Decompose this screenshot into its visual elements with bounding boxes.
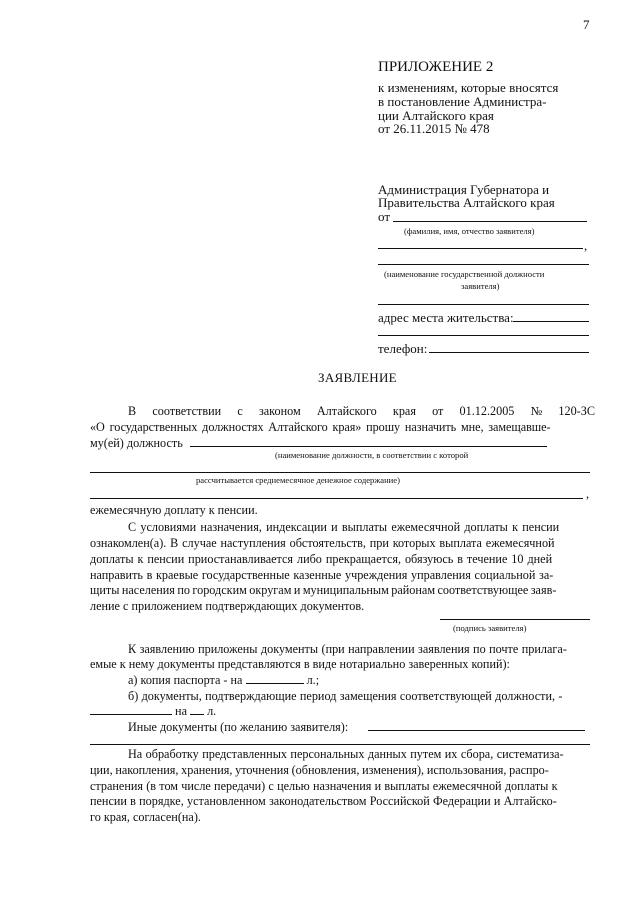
address-field-line[interactable] xyxy=(513,321,589,322)
item-a-prefix: а) копия паспорта - на xyxy=(128,673,243,687)
word: законом xyxy=(258,404,301,418)
position-caption: (наименование государственной должности xyxy=(384,269,545,279)
para4-line: пенсии в порядке, установленном законодательством Российской Федерации и Алтайско- xyxy=(90,794,557,808)
word: В xyxy=(128,404,137,418)
appendix-line: в постановление Администра- xyxy=(378,94,547,109)
word: Алтайского xyxy=(316,404,377,418)
fio-field-line[interactable] xyxy=(393,221,587,222)
other-docs-label: Иные документы (по желанию заявителя): xyxy=(128,720,349,734)
page-number: 7 xyxy=(583,17,590,32)
word: соответствии xyxy=(152,404,222,418)
position-field-line[interactable] xyxy=(378,264,589,265)
para2-line: направить в краевые государственные казенные учреждения управления социальной за- xyxy=(90,568,554,582)
phone-label: телефон: xyxy=(378,341,428,356)
item-a-suffix: л.; xyxy=(306,673,320,687)
other-docs-field-line[interactable] xyxy=(368,730,585,731)
position-name-field-line[interactable] xyxy=(190,446,547,447)
phone-field-line[interactable] xyxy=(429,352,589,353)
position-name-field-line-3[interactable] xyxy=(90,498,583,499)
doc-pages-field[interactable] xyxy=(190,703,204,715)
position-name-caption: рассчитывается среднемесячное денежное содержание) xyxy=(196,475,400,485)
para4-last-line: го края, согласен(на). xyxy=(90,810,201,824)
comma: , xyxy=(586,487,590,501)
para3-line: К заявлению приложены документы (при направлении заявления по почте прилага- xyxy=(128,642,567,656)
para3-last-line: емые к нему документы представляются в виде нотариально заверенных копий): xyxy=(90,657,510,671)
word: 120-ЗС xyxy=(558,404,595,418)
position-caption: заявителя) xyxy=(461,281,500,291)
para2-last-line: ление с приложением подтверждающих документов. xyxy=(90,599,365,613)
para1-line3: му(ей) должность xyxy=(90,436,183,450)
para4-line: ции, накопления, хранения, уточнения (обновления, изменения), использования, распро- xyxy=(90,763,549,777)
para2-line: ознакомлен(а). В случае наступления обстоятельств, при которых выплата ежемесячной xyxy=(90,536,555,550)
comma: , xyxy=(584,238,588,253)
addressee-line: Администрация Губернатора и xyxy=(378,182,550,197)
address-label: адрес места жительства: xyxy=(378,310,514,325)
address-field-line-2[interactable] xyxy=(378,335,589,336)
word: 01.12.2005 xyxy=(459,404,515,418)
para2-line: щиты населения по городским округам и муниципальным районам соответствующее заяв- xyxy=(90,583,557,597)
word: края xyxy=(392,404,416,418)
doc-period-field[interactable] xyxy=(90,703,172,715)
item-b-suffix: л. xyxy=(207,704,217,718)
addressee-line: Правительства Алтайского края xyxy=(378,195,555,210)
item-a xyxy=(128,672,319,688)
appendix-line: к изменениям, которые вносятся xyxy=(378,80,559,95)
fio-field-line-2[interactable] xyxy=(378,248,583,249)
item-b-line2 xyxy=(90,703,216,719)
appendix-line: ции Алтайского края xyxy=(378,108,494,123)
appendix-title: ПРИЛОЖЕНИЕ 2 xyxy=(378,59,494,75)
document-title: ЗАЯВЛЕНИЕ xyxy=(318,370,397,385)
from-label: от xyxy=(378,209,391,224)
word: с xyxy=(237,404,243,418)
signature-caption: (подпись заявителя) xyxy=(453,623,527,633)
para4-line: На обработку представленных персональных данных путем их сбора, систематиза- xyxy=(128,747,564,761)
para1-line2: «О государственных должностях Алтайского края» прошу назначить мне, замещавше- xyxy=(90,420,551,434)
para4-line: странения (в том числе передачи) с целью назначения и выплаты ежемесячной доплаты к xyxy=(90,779,558,793)
para1-last-line: ежемесячную доплату к пенсии. xyxy=(90,503,258,517)
passport-pages-field[interactable] xyxy=(246,672,304,684)
signature-field-line[interactable] xyxy=(440,619,590,620)
position-name-caption: (наименование должности, в соответствии с которой xyxy=(275,450,469,460)
fio-caption: (фамилия, имя, отчество заявителя) xyxy=(404,226,535,236)
position-field-line-2[interactable] xyxy=(378,304,589,305)
para2-line: С условиями назначения, индексации и выплаты ежемесячной доплаты к пенсии xyxy=(128,520,560,534)
word: от xyxy=(432,404,444,418)
item-b-mid: на xyxy=(175,704,187,718)
word: № xyxy=(530,404,543,418)
para2-line: доплаты к пенсии приостанавливается либо прекращается, обязуюсь в течение 10 дней xyxy=(90,552,553,566)
other-docs-field-line-2[interactable] xyxy=(90,744,590,745)
item-b: б) документы, подтверждающие период замещения соответствующей должности, - xyxy=(128,689,563,703)
appendix-line: от 26.11.2015 № 478 xyxy=(378,121,490,136)
para1-line1 xyxy=(90,403,595,419)
position-name-field-line-2[interactable] xyxy=(90,472,590,473)
